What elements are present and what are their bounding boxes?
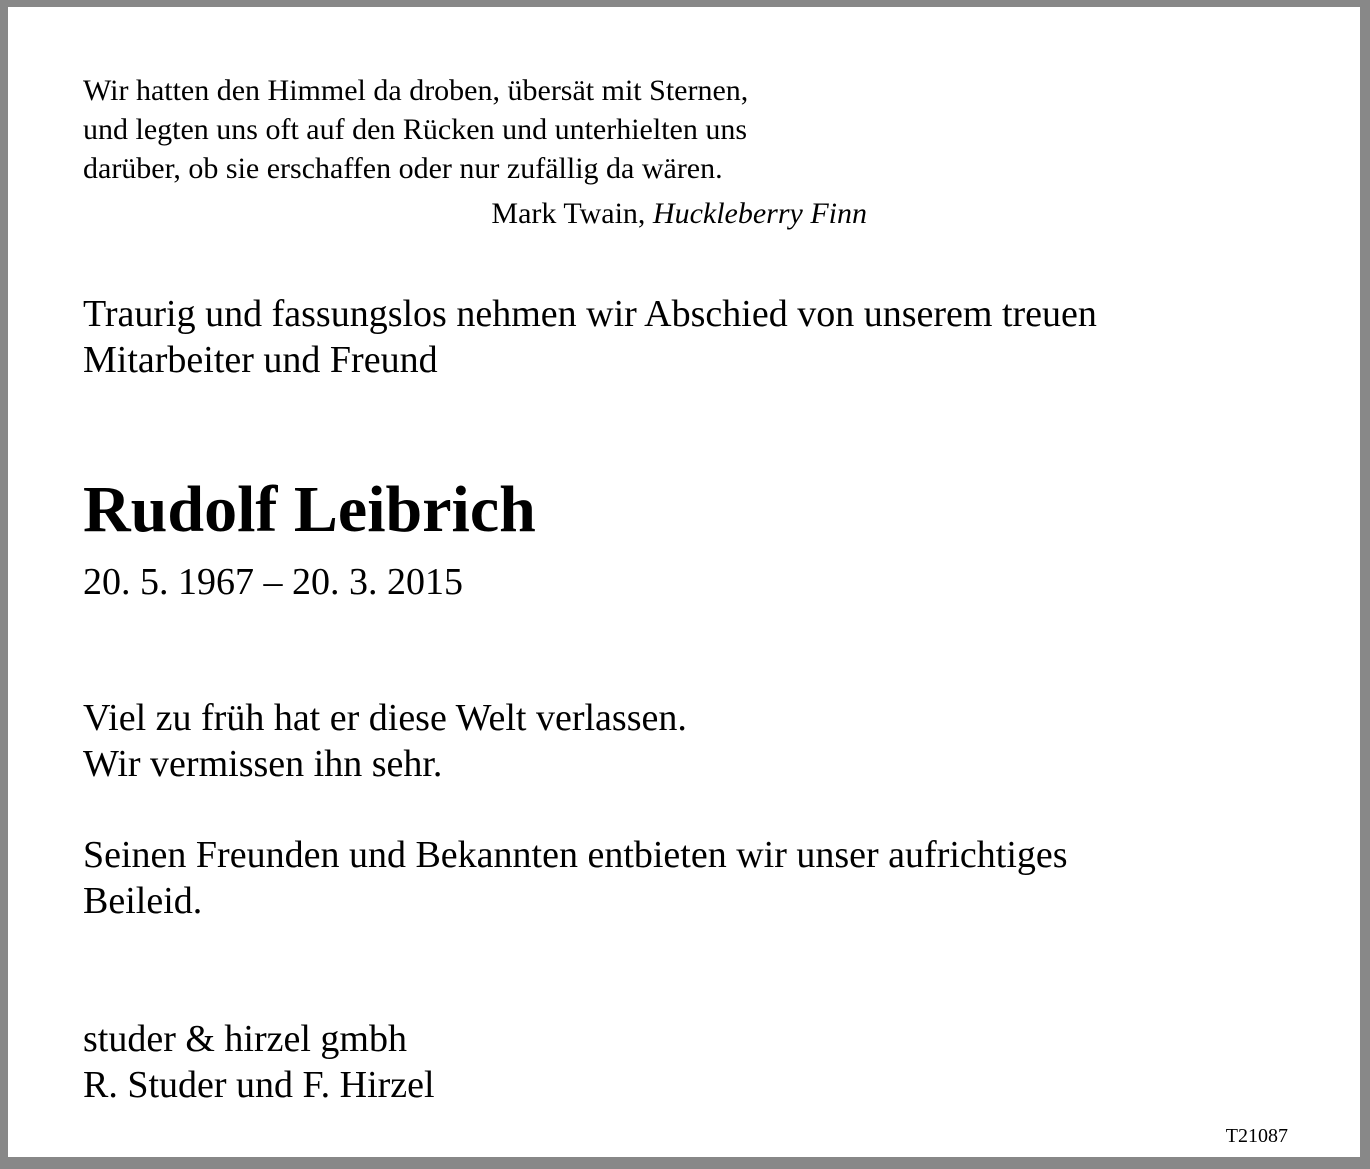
message-line-1: Viel zu früh hat er diese Welt verlassen. [83, 697, 687, 739]
signature-names: R. Studer und F. Hirzel [83, 1064, 435, 1106]
life-dates: 20. 5. 1967 – 20. 3. 2015 [83, 561, 463, 603]
intro-line-1: Traurig und fassungslos nehmen wir Abschied von unserem treuen [83, 293, 1097, 335]
obituary-notice [8, 7, 1360, 1157]
quote-line-2: und legten uns oft auf den Rücken und unterhielten uns [83, 113, 748, 146]
condolence-line-2: Beileid. [83, 880, 203, 922]
quote-attribution [491, 195, 867, 233]
quote-line-1: Wir hatten den Himmel da droben, übersät mit Sternen, [83, 74, 749, 107]
reference-code: T21087 [1225, 1125, 1288, 1147]
deceased-name: Rudolf Leibrich [83, 473, 536, 546]
intro-line-2: Mitarbeiter und Freund [83, 339, 438, 381]
signature-company: studer & hirzel gmbh [83, 1018, 407, 1060]
quote-line-3: darüber, ob sie erschaffen oder nur zufällig da wären. [83, 152, 723, 185]
condolence-line-1: Seinen Freunden und Bekannten entbieten wir unser aufrichtiges [83, 834, 1068, 876]
message-line-2: Wir vermissen ihn sehr. [83, 743, 443, 785]
quote-author: Mark Twain, [491, 197, 646, 230]
quote-work: Huckleberry Finn [652, 197, 867, 230]
